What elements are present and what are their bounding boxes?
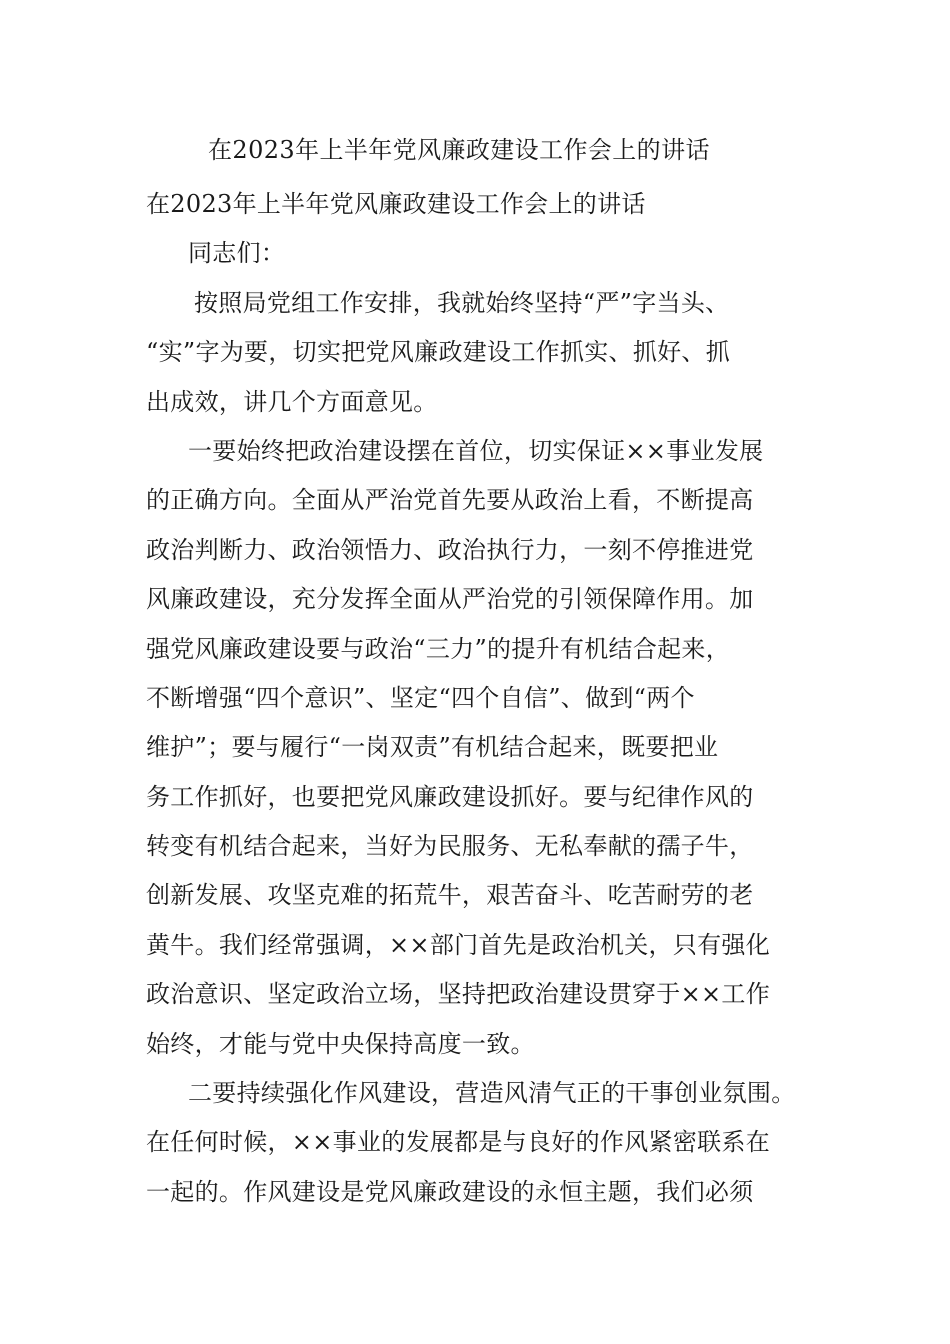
body-line: 创新发展、攻坚克难的拓荒牛，艰苦奋斗、吃苦耐劳的老 (146, 881, 754, 910)
body-line: 政治意识、坚定政治立场，坚持把政治建设贯穿于××工作 (146, 980, 771, 1009)
body-line: 的正确方向。全面从严治党首先要从政治上看，不断提高 (146, 486, 754, 515)
body-line: 维护”；要与履行“一岗双责”有机结合起来，既要把业 (146, 733, 719, 762)
body-line: 强党风廉政建设要与政治“三力”的提升有机结合起来， (146, 634, 731, 663)
document-title: 在2023年上半年党风廉政建设工作会上的讲话 (208, 136, 710, 164)
body-line: 一要始终把政治建设摆在首位，切实保证××事业发展 (188, 436, 764, 465)
body-line: 在2023年上半年党风廉政建设工作会上的讲话 (146, 190, 646, 218)
body-line: 二要持续强化作风建设，营造风清气正的干事创业氛围。 (188, 1079, 796, 1108)
body-line: 出成效，讲几个方面意见。 (146, 387, 438, 416)
body-line: 不断增强“四个意识”、坚定“四个自信”、做到“两个 (146, 683, 695, 712)
body-line: 始终，才能与党中央保持高度一致。 (146, 1029, 535, 1058)
salutation: 同志们： (188, 239, 286, 268)
body-line: 政治判断力、政治领悟力、政治执行力，一刻不停推进党 (146, 535, 754, 564)
body-line: 一起的。作风建设是党风廉政建设的永恒主题，我们必须 (146, 1177, 754, 1206)
body-line: 在任何时候，××事业的发展都是与良好的作风紧密联系在 (146, 1128, 771, 1157)
body-line: 黄牛。我们经常强调，××部门首先是政治机关，只有强化 (146, 930, 771, 959)
body-line: 风廉政建设，充分发挥全面从严治党的引领保障作用。加 (146, 585, 754, 614)
body-line: 务工作抓好，也要把党风廉政建设抓好。要与纪律作风的 (146, 782, 754, 811)
body-line: 按照局党组工作安排，我就始终坚持“严”字当头、 (194, 288, 730, 317)
document-body (146, 180, 826, 1217)
body-line: “实”字为要，切实把党风廉政建设工作抓实、抓好、抓 (146, 338, 731, 367)
body-line: 转变有机结合起来，当好为民服务、无私奉献的孺子牛， (146, 832, 754, 861)
